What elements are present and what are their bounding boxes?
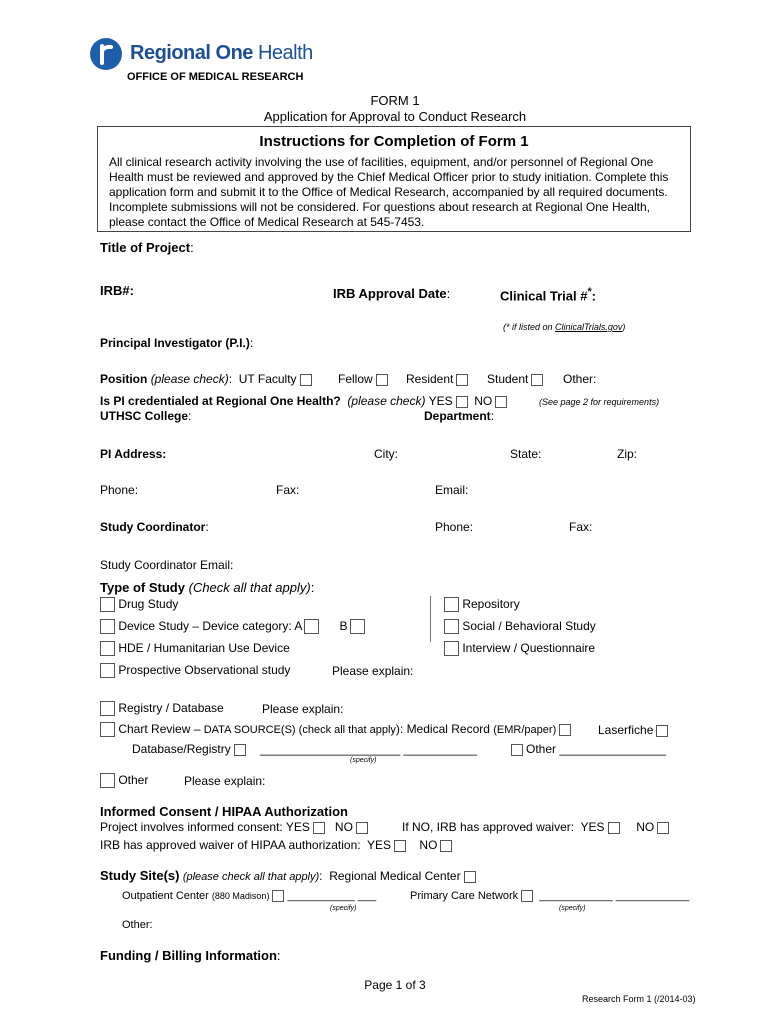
pi-label: Principal Investigator (P.I.): xyxy=(100,336,254,350)
logo-mark xyxy=(90,38,122,70)
interview-option: Interview / Questionnaire xyxy=(444,641,595,656)
device-study-option: Device Study – Device category: A B xyxy=(100,619,365,634)
office-name: OFFICE OF MEDICAL RESEARCH xyxy=(127,71,304,83)
laserfiche-option: Laserfiche xyxy=(598,723,668,737)
irb-approval-date-label: IRB Approval Date: xyxy=(333,286,451,301)
outpatient-checkbox[interactable] xyxy=(272,890,284,902)
credentialed-yes-checkbox[interactable] xyxy=(456,396,468,408)
sc-fax-label: Fax: xyxy=(569,520,593,534)
form-number: FORM 1 xyxy=(370,93,420,108)
irb-label: IRB#: xyxy=(100,283,134,298)
position-row: Position (please check): UT Faculty xyxy=(100,372,312,386)
ut-faculty-checkbox[interactable] xyxy=(300,374,312,386)
consent-heading: Informed Consent / HIPAA Authorization xyxy=(100,804,348,819)
hipaa-no-checkbox[interactable] xyxy=(440,840,452,852)
database-registry-field[interactable]: _____________________ ___________ xyxy=(260,742,477,756)
see-page2-note: (See page 2 for requirements) xyxy=(539,397,660,407)
clinical-trial-label: Clinical Trial #*: xyxy=(500,286,596,304)
consent-yes-checkbox[interactable] xyxy=(313,822,325,834)
consent-no-checkbox[interactable] xyxy=(356,822,368,834)
state-label: State: xyxy=(510,447,542,461)
consent-row-1: Project involves informed consent: YES NO xyxy=(100,820,368,834)
outpatient-specify-note: (specify) xyxy=(330,905,357,912)
pi-address-label: PI Address: xyxy=(100,447,167,461)
credentialed-row: Is PI credentialed at Regional One Health? (please check) YES NO xyxy=(100,394,511,408)
registry-explain-label: Please explain: xyxy=(262,702,344,716)
device-study-checkbox[interactable] xyxy=(100,619,115,634)
clinical-trial-note: (* if listed on ClinicalTrials.gov) xyxy=(503,322,626,332)
city-label: City: xyxy=(374,447,398,461)
logo-r-icon xyxy=(90,38,122,70)
fax-label: Fax: xyxy=(276,483,300,497)
pcn-checkbox[interactable] xyxy=(521,890,533,902)
email-label: Email: xyxy=(435,483,469,497)
position-other-label: Other: xyxy=(563,372,597,386)
chart-review-option: Chart Review – DATA SOURCE(S) (check all that apply): Medical Record (EMR/paper) xyxy=(100,722,571,737)
page-number: Page 1 of 3 xyxy=(364,978,426,992)
logo-wordmark: Regional One Health xyxy=(130,42,313,64)
waiver-row: If NO, IRB has approved waiver: YES NO xyxy=(402,820,669,834)
fellow-option: Fellow xyxy=(338,372,388,386)
other-study-option: Other xyxy=(100,773,148,788)
site-other-label: Other: xyxy=(122,919,153,931)
resident-checkbox[interactable] xyxy=(456,374,468,386)
medical-record-checkbox[interactable] xyxy=(559,724,571,736)
prospective-checkbox[interactable] xyxy=(100,663,115,678)
database-registry-checkbox[interactable] xyxy=(234,744,246,756)
hde-option: HDE / Humanitarian Use Device xyxy=(100,641,290,656)
phone-label: Phone: xyxy=(100,483,139,497)
student-checkbox[interactable] xyxy=(531,374,543,386)
instructions-title: Instructions for Completion of Form 1 xyxy=(259,133,529,150)
type-of-study-heading: Type of Study (Check all that apply): xyxy=(100,580,315,595)
divider-line xyxy=(430,596,431,642)
uthsc-college-label: UTHSC College: xyxy=(100,409,192,423)
other-explain-label: Please explain: xyxy=(184,774,266,788)
waiver-no-checkbox[interactable] xyxy=(657,822,669,834)
credentialed-no-checkbox[interactable] xyxy=(495,396,507,408)
registry-option: Registry / Database xyxy=(100,701,224,716)
study-coordinator-label: Study Coordinator: xyxy=(100,520,209,534)
pcn-option: Primary Care Network ____________ ____________ xyxy=(410,890,690,902)
hde-checkbox[interactable] xyxy=(100,641,115,656)
specify-note: (specify) xyxy=(350,757,377,764)
prospective-option: Prospective Observational study xyxy=(100,663,290,678)
interview-checkbox[interactable] xyxy=(444,641,459,656)
fellow-checkbox[interactable] xyxy=(376,374,388,386)
outpatient-option: Outpatient Center (880 Madison) ___________ ___ xyxy=(122,890,377,902)
consent-row-2: IRB has approved waiver of HIPAA authorization: YES NO xyxy=(100,838,452,852)
waiver-yes-checkbox[interactable] xyxy=(608,822,620,834)
zip-label: Zip: xyxy=(617,447,638,461)
chart-review-checkbox[interactable] xyxy=(100,722,115,737)
social-option: Social / Behavioral Study xyxy=(444,619,596,634)
prospective-explain-label: Please explain: xyxy=(332,664,414,678)
device-category-b-checkbox[interactable] xyxy=(350,619,365,634)
registry-checkbox[interactable] xyxy=(100,701,115,716)
rmc-checkbox[interactable] xyxy=(464,871,476,883)
title-of-project-label: Title of Project: xyxy=(100,240,194,255)
drug-study-option: Drug Study xyxy=(100,597,178,612)
repository-checkbox[interactable] xyxy=(444,597,459,612)
instructions-box xyxy=(97,126,691,232)
other-source-option: Other ________________ xyxy=(511,742,666,756)
device-category-a-checkbox[interactable] xyxy=(304,619,319,634)
study-sites-row: Study Site(s) (please check all that apply): Regional Medical Center xyxy=(100,868,476,883)
form-reference: Research Form 1 (/2014-03) xyxy=(582,994,696,1004)
form-title: Application for Approval to Conduct Research xyxy=(263,109,527,124)
sc-phone-label: Phone: xyxy=(435,520,474,534)
funding-heading: Funding / Billing Information: xyxy=(100,948,281,963)
resident-option: Resident xyxy=(406,372,468,386)
pcn-specify-note: (specify) xyxy=(559,905,586,912)
drug-study-checkbox[interactable] xyxy=(100,597,115,612)
other-study-checkbox[interactable] xyxy=(100,773,115,788)
hipaa-yes-checkbox[interactable] xyxy=(394,840,406,852)
instructions-body: All clinical research activity involving the use of facilities, equipment, and/or personnel of Regional One Health must be reviewed and approved by the Chief Medical Officer prior to study initiation. Complete this application form and submit it to the Office of Medical Research, accompanied by all required documents. Incomplete submissions will not be considered. For questions about research at Regional One Health, please contact the Office of Medical Research at 545-7453. xyxy=(109,155,669,229)
laserfiche-checkbox[interactable] xyxy=(656,725,668,737)
sc-email-label: Study Coordinator Email: xyxy=(100,558,234,572)
database-registry-option: Database/Registry xyxy=(132,742,246,756)
student-option: Student xyxy=(487,372,543,386)
other-source-checkbox[interactable] xyxy=(511,744,523,756)
repository-option: Repository xyxy=(444,597,520,612)
social-checkbox[interactable] xyxy=(444,619,459,634)
department-label: Department: xyxy=(424,409,495,423)
clinicaltrials-link[interactable]: ClinicalTrials.gov xyxy=(555,322,623,332)
